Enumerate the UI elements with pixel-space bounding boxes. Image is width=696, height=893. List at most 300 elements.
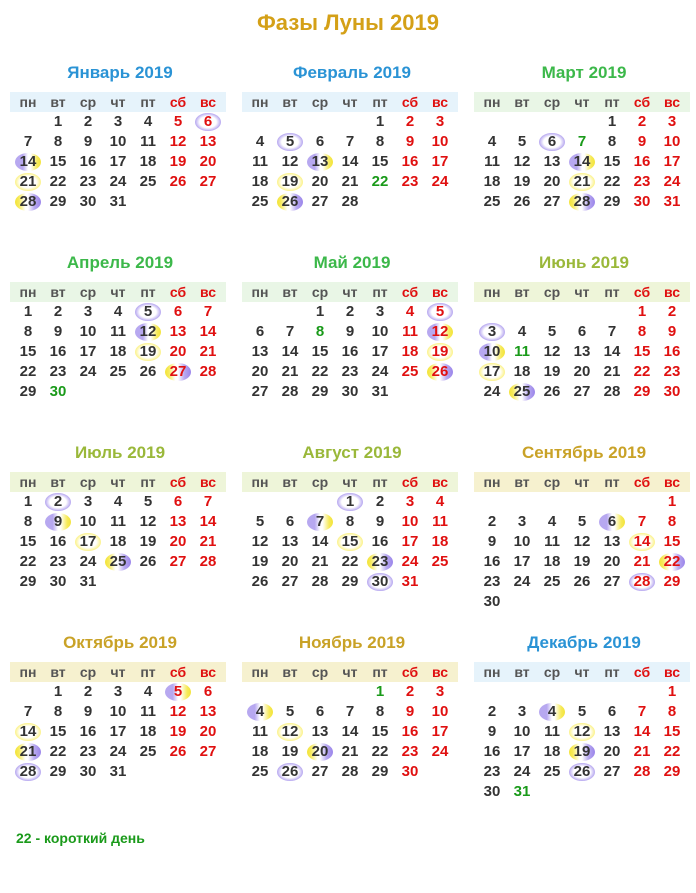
calendar-day: 24 — [663, 173, 681, 190]
calendar-day: 17 — [79, 533, 97, 550]
calendar-day: 21 — [19, 173, 37, 190]
weekday-header: вт — [514, 664, 530, 680]
calendar-day: 8 — [345, 513, 355, 530]
weekday-header: чт — [574, 94, 590, 110]
weekday-header: сб — [401, 664, 419, 680]
calendar-day: 28 — [19, 763, 37, 780]
weekday-header: ср — [543, 284, 561, 300]
weekday-header: чт — [342, 94, 358, 110]
calendar-day: 4 — [547, 513, 557, 530]
calendar-day: 5 — [143, 493, 153, 510]
calendar-day: 17 — [109, 723, 127, 740]
calendar-day: 12 — [543, 343, 561, 360]
calendar-day: 18 — [483, 173, 501, 190]
calendar-day: 14 — [573, 153, 591, 170]
month-title: Февраль 2019 — [292, 63, 412, 82]
calendar-day: 29 — [663, 763, 681, 780]
calendar-day: 23 — [341, 363, 359, 380]
calendar-day: 21 — [281, 363, 299, 380]
month-block — [242, 632, 462, 780]
calendar-day: 28 — [199, 553, 217, 570]
calendar-day: 9 — [83, 133, 93, 150]
calendar-day: 16 — [341, 343, 359, 360]
calendar-day: 31 — [79, 573, 97, 590]
weekday-header: ср — [79, 284, 97, 300]
calendar-day: 19 — [543, 363, 561, 380]
calendar-day: 21 — [573, 173, 591, 190]
calendar-day: 24 — [79, 363, 97, 380]
calendar-day: 9 — [405, 133, 415, 150]
calendar-day: 21 — [19, 743, 37, 760]
calendar-day: 21 — [341, 173, 359, 190]
weekday-header: чт — [342, 664, 358, 680]
calendar-day: 23 — [633, 173, 651, 190]
calendar-day: 30 — [483, 593, 501, 610]
calendar-day: 29 — [19, 573, 37, 590]
weekday-header: чт — [574, 474, 590, 490]
calendar-day: 31 — [513, 783, 531, 800]
calendar-day: 27 — [199, 173, 217, 190]
calendar-day: 2 — [405, 683, 415, 700]
month-title: Июнь 2019 — [539, 253, 629, 272]
calendar-day: 12 — [573, 723, 591, 740]
calendar-day: 30 — [79, 193, 97, 210]
calendar-day: 3 — [375, 303, 385, 320]
weekday-header: чт — [342, 284, 358, 300]
weekday-header: сб — [169, 94, 187, 110]
month-title: Декабрь 2019 — [527, 633, 641, 652]
calendar-day: 20 — [603, 553, 621, 570]
weekday-header: ср — [311, 284, 329, 300]
calendar-day: 6 — [315, 133, 325, 150]
calendar-day: 21 — [341, 743, 359, 760]
weekday-header: вт — [514, 474, 530, 490]
weekday-header: ср — [79, 94, 97, 110]
calendar-day: 2 — [53, 493, 63, 510]
calendar-day: 26 — [543, 383, 561, 400]
calendar-day: 26 — [169, 743, 187, 760]
month-title: Октябрь 2019 — [63, 633, 177, 652]
calendar-day: 24 — [109, 173, 127, 190]
calendar-day: 9 — [53, 513, 63, 530]
calendar-day: 7 — [315, 513, 325, 530]
month-title: Сентябрь 2019 — [521, 443, 647, 462]
weekday-header: чт — [110, 94, 126, 110]
calendar-day: 23 — [483, 763, 501, 780]
calendar-day: 3 — [517, 703, 527, 720]
calendar-day: 19 — [169, 153, 187, 170]
weekday-header: сб — [633, 664, 651, 680]
calendar-day: 14 — [311, 533, 329, 550]
calendar-day: 9 — [405, 703, 415, 720]
calendar-day: 24 — [371, 363, 389, 380]
calendar-day: 29 — [49, 763, 67, 780]
weekday-header: пн — [251, 94, 269, 110]
calendar-day: 6 — [173, 493, 183, 510]
calendar-day: 5 — [517, 133, 527, 150]
calendar-day: 9 — [83, 703, 93, 720]
weekday-header: ср — [543, 474, 561, 490]
calendar-day: 2 — [405, 113, 415, 130]
weekday-header: сб — [169, 474, 187, 490]
weekday-header: чт — [342, 474, 358, 490]
calendar-day: 3 — [405, 493, 415, 510]
calendar-day: 17 — [401, 533, 419, 550]
calendar-day: 17 — [483, 363, 501, 380]
calendar-day: 17 — [371, 343, 389, 360]
calendar-day: 19 — [431, 343, 449, 360]
calendar-day: 24 — [431, 173, 449, 190]
calendar-day: 26 — [431, 363, 449, 380]
calendar-day: 31 — [109, 193, 127, 210]
calendar-day: 9 — [345, 323, 355, 340]
weekday-header: пн — [251, 664, 269, 680]
calendar-day: 16 — [633, 153, 651, 170]
calendar-day: 18 — [401, 343, 419, 360]
calendar-day: 9 — [375, 513, 385, 530]
month-block — [242, 252, 462, 400]
calendar-day: 25 — [251, 193, 269, 210]
calendar-day: 18 — [251, 173, 269, 190]
calendar-day: 16 — [49, 343, 67, 360]
calendar-day: 18 — [109, 533, 127, 550]
weekday-header: ср — [311, 94, 329, 110]
calendar-day: 28 — [341, 763, 359, 780]
weekday-header: вт — [514, 94, 530, 110]
calendar-day: 28 — [633, 763, 651, 780]
calendar-day: 12 — [139, 513, 157, 530]
calendar-day: 10 — [109, 133, 127, 150]
calendar-day: 26 — [139, 553, 157, 570]
weekday-header: пн — [251, 284, 269, 300]
calendar-day: 8 — [53, 703, 63, 720]
weekday-header: пн — [19, 284, 37, 300]
calendar-day: 26 — [281, 193, 299, 210]
calendar-day: 24 — [513, 573, 531, 590]
calendar-day: 15 — [19, 343, 37, 360]
weekday-header: вт — [282, 474, 298, 490]
calendar-day: 12 — [139, 323, 157, 340]
calendar-day: 18 — [431, 533, 449, 550]
calendar-day: 4 — [143, 683, 153, 700]
calendar-day: 3 — [113, 113, 123, 130]
calendar-day: 25 — [401, 363, 419, 380]
calendar-day: 19 — [139, 343, 157, 360]
calendar-day: 7 — [203, 493, 213, 510]
weekday-header: сб — [633, 94, 651, 110]
calendar-day: 5 — [143, 303, 153, 320]
calendar-day: 5 — [173, 113, 183, 130]
calendar-day: 7 — [23, 133, 33, 150]
calendar-day: 16 — [483, 553, 501, 570]
calendar-day: 6 — [577, 323, 587, 340]
month-title: Март 2019 — [541, 63, 627, 82]
month-title: Январь 2019 — [67, 63, 173, 82]
calendar-day: 18 — [543, 743, 561, 760]
calendar-day: 8 — [375, 133, 385, 150]
calendar-day: 10 — [79, 323, 97, 340]
calendar-day: 28 — [311, 573, 329, 590]
calendar-day: 23 — [483, 573, 501, 590]
calendar-day: 6 — [607, 513, 617, 530]
calendar-day: 12 — [169, 133, 187, 150]
calendar-day: 13 — [543, 153, 561, 170]
calendar-day: 26 — [573, 573, 591, 590]
weekday-header: пт — [372, 664, 388, 680]
calendar-day: 24 — [431, 743, 449, 760]
calendar-day: 20 — [199, 153, 217, 170]
calendar-day: 6 — [315, 703, 325, 720]
weekday-header: сб — [401, 94, 419, 110]
calendar-day: 4 — [255, 133, 265, 150]
calendar-day: 10 — [663, 133, 681, 150]
calendar-day: 27 — [281, 573, 299, 590]
calendar-day: 18 — [109, 343, 127, 360]
calendar-day: 2 — [83, 113, 93, 130]
month-title: Август 2019 — [302, 443, 402, 462]
calendar-day: 5 — [547, 323, 557, 340]
weekday-header: пн — [483, 284, 501, 300]
weekday-header: чт — [574, 284, 590, 300]
calendar-day: 20 — [573, 363, 591, 380]
weekday-header: пт — [604, 474, 620, 490]
calendar-day: 14 — [19, 153, 37, 170]
calendar-day: 15 — [341, 533, 359, 550]
weekday-header: чт — [110, 284, 126, 300]
calendar-day: 31 — [663, 193, 681, 210]
calendar-day: 18 — [251, 743, 269, 760]
calendar-day: 12 — [169, 703, 187, 720]
page-title: Фазы Луны 2019 — [257, 10, 439, 35]
weekday-header: пн — [483, 664, 501, 680]
calendar-day: 1 — [667, 493, 677, 510]
calendar-day: 11 — [544, 723, 560, 740]
calendar-day: 15 — [603, 153, 621, 170]
weekday-header: пн — [19, 664, 37, 680]
calendar-day: 12 — [281, 723, 299, 740]
calendar-day: 17 — [79, 343, 97, 360]
calendar-day: 19 — [139, 533, 157, 550]
calendar-day: 30 — [49, 383, 67, 400]
calendar-day: 2 — [53, 303, 63, 320]
calendar-day: 16 — [79, 723, 97, 740]
weekday-header: сб — [401, 474, 419, 490]
calendar-day: 11 — [514, 343, 530, 360]
weekday-header: вс — [199, 664, 217, 680]
weekday-header: вт — [50, 284, 66, 300]
calendar-day: 25 — [139, 173, 157, 190]
calendar-day: 5 — [577, 703, 587, 720]
calendar-day: 9 — [53, 323, 63, 340]
weekday-header: ср — [79, 474, 97, 490]
calendar-day: 19 — [513, 173, 531, 190]
weekday-header: вт — [50, 94, 66, 110]
calendar-day: 21 — [311, 553, 329, 570]
weekday-header: вт — [282, 94, 298, 110]
calendar-day: 22 — [603, 173, 621, 190]
calendar-day: 1 — [375, 683, 385, 700]
calendar-day: 27 — [543, 193, 561, 210]
calendar-day: 27 — [311, 193, 329, 210]
calendar-day: 16 — [483, 743, 501, 760]
calendar-day: 17 — [663, 153, 681, 170]
calendar-day: 29 — [663, 573, 681, 590]
calendar-day: 20 — [199, 723, 217, 740]
calendar-day: 23 — [49, 553, 67, 570]
calendar-day: 28 — [341, 193, 359, 210]
calendar-day: 31 — [401, 573, 419, 590]
calendar-day: 19 — [251, 553, 269, 570]
calendar-day: 20 — [311, 173, 329, 190]
calendar-day: 25 — [109, 363, 127, 380]
calendar-day: 1 — [637, 303, 647, 320]
calendar-day: 25 — [543, 763, 561, 780]
calendar-day: 18 — [513, 363, 531, 380]
calendar-day: 26 — [513, 193, 531, 210]
calendar-day: 11 — [402, 323, 418, 340]
calendar-day: 22 — [633, 363, 651, 380]
calendar-day: 8 — [375, 703, 385, 720]
calendar-day: 11 — [110, 513, 126, 530]
month-title: Май 2019 — [313, 253, 391, 272]
calendar-day: 4 — [547, 703, 557, 720]
weekday-header: пт — [604, 664, 620, 680]
calendar-day: 6 — [173, 303, 183, 320]
calendar-day: 22 — [19, 553, 37, 570]
calendar-day: 20 — [251, 363, 269, 380]
weekday-header: вс — [431, 474, 449, 490]
calendar-day: 28 — [281, 383, 299, 400]
calendar-day: 7 — [285, 323, 295, 340]
calendar-day: 7 — [345, 703, 355, 720]
calendar-day: 23 — [49, 363, 67, 380]
calendar-day: 18 — [139, 153, 157, 170]
calendar-day: 10 — [431, 133, 449, 150]
calendar-day: 11 — [140, 133, 156, 150]
calendar-day: 1 — [315, 303, 325, 320]
calendar-day: 30 — [663, 383, 681, 400]
calendar-day: 14 — [341, 723, 359, 740]
calendar-day: 1 — [23, 493, 33, 510]
calendar-day: 26 — [169, 173, 187, 190]
calendar-day: 6 — [255, 323, 265, 340]
calendar-day: 13 — [169, 513, 187, 530]
calendar-day: 10 — [483, 343, 501, 360]
calendar-day: 29 — [311, 383, 329, 400]
calendar-day: 4 — [435, 493, 445, 510]
calendar-day: 4 — [405, 303, 415, 320]
calendar-day: 28 — [573, 193, 591, 210]
calendar-day: 14 — [199, 323, 217, 340]
weekday-header: пт — [140, 284, 156, 300]
calendar-day: 10 — [79, 513, 97, 530]
calendar-day: 22 — [19, 363, 37, 380]
calendar-day: 7 — [637, 513, 647, 530]
calendar-day: 11 — [484, 153, 500, 170]
calendar-day: 11 — [252, 153, 268, 170]
weekday-header: вс — [663, 474, 681, 490]
calendar-day: 15 — [633, 343, 651, 360]
calendar-day: 9 — [487, 533, 497, 550]
calendar-day: 11 — [544, 533, 560, 550]
calendar-day: 11 — [252, 723, 268, 740]
calendar-day: 10 — [371, 323, 389, 340]
calendar-day: 27 — [311, 763, 329, 780]
calendar-day: 3 — [487, 323, 497, 340]
calendar-day: 29 — [633, 383, 651, 400]
calendar-day: 5 — [285, 703, 295, 720]
weekday-header: пн — [19, 94, 37, 110]
weekday-header: пн — [251, 474, 269, 490]
calendar-day: 15 — [371, 723, 389, 740]
calendar-day: 29 — [19, 383, 37, 400]
legend-short-day: 22 - короткий день — [16, 830, 145, 846]
weekday-header: сб — [633, 474, 651, 490]
calendar-day: 30 — [49, 573, 67, 590]
calendar-day: 23 — [371, 553, 389, 570]
calendar-day: 18 — [139, 723, 157, 740]
calendar-day: 25 — [543, 573, 561, 590]
calendar-day: 15 — [663, 533, 681, 550]
calendar-day: 30 — [401, 763, 419, 780]
calendar-day: 24 — [401, 553, 419, 570]
weekday-header: вс — [663, 94, 681, 110]
calendar-day: 16 — [79, 153, 97, 170]
calendar-day: 14 — [199, 513, 217, 530]
calendar-day: 13 — [251, 343, 269, 360]
calendar-day: 13 — [311, 153, 329, 170]
calendar-day: 13 — [281, 533, 299, 550]
calendar-day: 23 — [79, 743, 97, 760]
month-block — [10, 442, 230, 590]
calendar-day: 12 — [513, 153, 531, 170]
calendar-day: 27 — [251, 383, 269, 400]
calendar-day: 13 — [311, 723, 329, 740]
calendar-day: 7 — [203, 303, 213, 320]
calendar-day: 26 — [573, 763, 591, 780]
calendar-day: 20 — [543, 173, 561, 190]
calendar-day: 29 — [49, 193, 67, 210]
calendar-day: 1 — [53, 683, 63, 700]
calendar-day: 12 — [281, 153, 299, 170]
calendar-day: 1 — [345, 493, 355, 510]
calendar-day: 13 — [199, 133, 217, 150]
calendar-day: 28 — [603, 383, 621, 400]
calendar-day: 27 — [573, 383, 591, 400]
weekday-header: ср — [311, 664, 329, 680]
calendar-day: 1 — [667, 683, 677, 700]
calendar-day: 15 — [19, 533, 37, 550]
month-block — [474, 62, 694, 210]
calendar-day: 12 — [573, 533, 591, 550]
calendar-day: 23 — [401, 173, 419, 190]
weekday-header: ср — [543, 664, 561, 680]
calendar-day: 11 — [110, 323, 126, 340]
calendar-day: 29 — [341, 573, 359, 590]
calendar-day: 1 — [53, 113, 63, 130]
calendar-day: 27 — [169, 363, 187, 380]
month-block — [474, 632, 694, 800]
calendar-day: 20 — [169, 533, 187, 550]
calendar-day: 26 — [139, 363, 157, 380]
month-title: Июль 2019 — [74, 443, 166, 462]
month-block — [10, 252, 230, 400]
calendar-day: 20 — [311, 743, 329, 760]
calendar-day: 25 — [251, 763, 269, 780]
calendar-day: 22 — [49, 173, 67, 190]
calendar-day: 7 — [637, 703, 647, 720]
calendar-day: 17 — [513, 743, 531, 760]
